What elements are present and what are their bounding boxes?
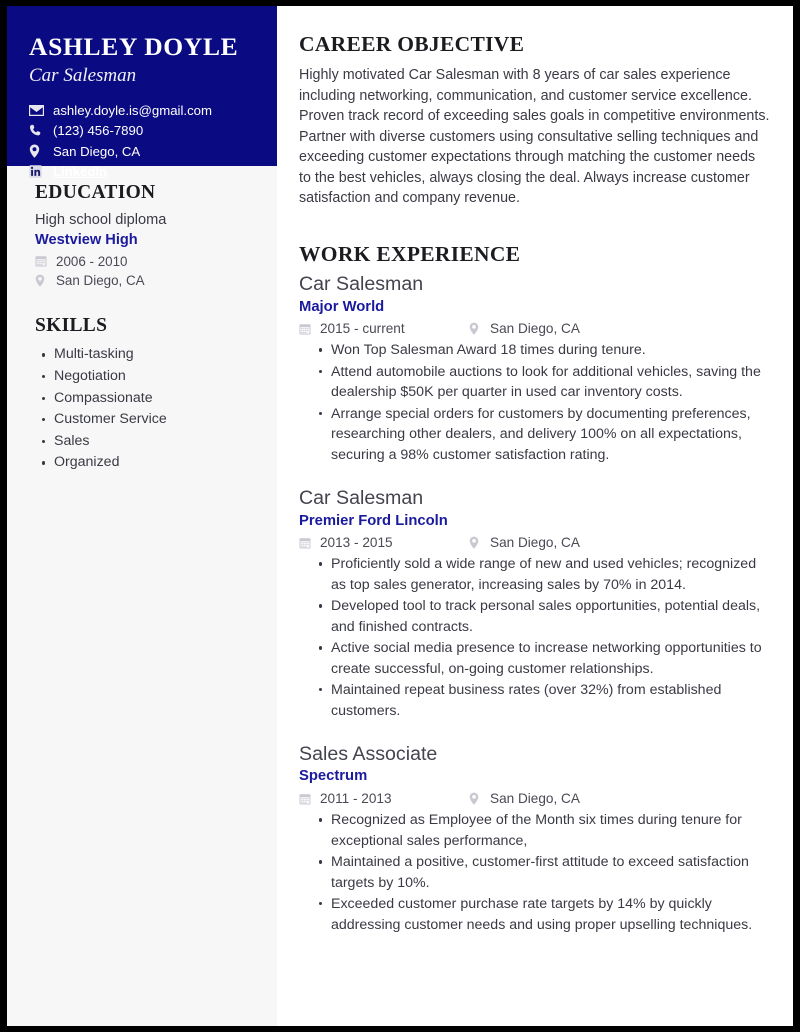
list-item: Attend automobile auctions to look for additional vehicles, saving the dealership $50K per quarter in used car inventory costs. <box>331 362 771 403</box>
job-bullets <box>299 554 771 721</box>
list-item: Arrange special orders for customers by documenting preferences, researching other dealers, and delivery 100% on all expectations, securing a 98% customer satisfaction rating. <box>331 404 771 465</box>
education-school: Westview High <box>35 231 138 248</box>
list-item: Organized <box>54 452 255 474</box>
location-pin-icon <box>469 536 484 549</box>
location-pin-icon <box>469 322 484 335</box>
job-meta <box>299 534 771 552</box>
job-meta <box>299 790 771 808</box>
header-banner <box>7 6 277 180</box>
job-location: San Diego, CA <box>490 534 580 550</box>
contact-location-label: San Diego, CA <box>53 143 141 159</box>
job-entry <box>299 486 771 721</box>
calendar-icon <box>299 323 314 335</box>
calendar-icon <box>299 793 314 805</box>
job-dates: 2011 - 2013 <box>320 790 392 806</box>
list-item: Proficiently sold a wide range of new and used vehicles; recognized as top sales generator, increasing sales by 70% in 2014. <box>331 554 771 595</box>
job-location: San Diego, CA <box>490 790 580 806</box>
sidebar <box>7 6 277 1026</box>
job-company: Major World <box>299 298 385 315</box>
phone-icon <box>29 124 46 137</box>
job-dates: 2015 - current <box>320 320 405 336</box>
job-role: Car Salesman <box>299 487 424 510</box>
job-role: Sales Associate <box>299 742 438 765</box>
work-experience-heading: WORK EXPERIENCE <box>299 242 521 267</box>
list-item: Maintained a positive, customer-first attitude to exceed satisfaction targets by 10%. <box>331 852 771 893</box>
list-item: Customer Service <box>54 409 255 431</box>
list-item: Sales <box>54 431 255 453</box>
contact-email-label: ashley.doyle.is@gmail.com <box>53 102 212 118</box>
job-dates: 2013 - 2015 <box>320 534 393 550</box>
list-item: Exceeded customer purchase rate targets by 14% by quickly addressing customer needs and using proper upselling techniques. <box>331 894 771 935</box>
list-item: Maintained repeat business rates (over 32%) from established customers. <box>331 680 771 721</box>
list-item: Compassionate <box>54 388 255 410</box>
contact-phone-label: (123) 456-7890 <box>53 123 144 139</box>
contact-linkedin-label[interactable]: LinkedIn <box>53 164 108 180</box>
job-bullets <box>299 340 771 465</box>
spacer <box>299 472 771 486</box>
objective-text: Highly motivated Car Salesman with 8 years of car sales experience including networking, communication, and customer service excellence. Proven track record of exceeding sales goals in competitive environments. Partner with diverse customers using consultative selling techniques and exceeding customer expectations through matching the customer needs to the best vehicles, always closing the deal. Always increase customer satisfaction and company revenue. <box>299 67 770 207</box>
list-item: Negotiation <box>54 366 255 388</box>
job-entry <box>299 272 771 465</box>
linkedin-icon <box>29 165 46 178</box>
skills-list <box>35 344 255 473</box>
envelope-icon <box>29 105 46 116</box>
calendar-icon <box>299 537 314 549</box>
contact-location <box>29 144 255 158</box>
list-item: Won Top Salesman Award 18 times during tenure. <box>331 340 771 360</box>
resume-page <box>7 6 793 1026</box>
skills-heading: SKILLS <box>35 315 108 337</box>
contact-email[interactable] <box>29 104 255 117</box>
education-degree: High school diploma <box>35 212 167 228</box>
job-dates-group <box>299 320 469 338</box>
education-dates: 2006 - 2010 <box>56 253 128 269</box>
education-dates-row <box>35 253 255 270</box>
job-meta <box>299 320 771 338</box>
calendar-icon <box>35 255 50 267</box>
candidate-name: ASHLEY DOYLE <box>29 32 239 61</box>
job-location: San Diego, CA <box>490 320 580 336</box>
location-pin-icon <box>35 274 50 287</box>
list-item: Recognized as Employee of the Month six times during tenure for exceptional sales performance, <box>331 810 771 851</box>
job-company: Spectrum <box>299 768 368 785</box>
education-location-row <box>35 272 255 289</box>
job-entry <box>299 742 771 935</box>
sidebar-body <box>7 166 277 474</box>
list-item: Developed tool to track personal sales opportunities, potential deals, and finished contracts. <box>331 596 771 637</box>
location-pin-icon <box>29 144 46 158</box>
job-dates-group <box>299 534 469 552</box>
location-pin-icon <box>469 792 484 805</box>
list-item: Multi-tasking <box>54 344 255 366</box>
education-heading: EDUCATION <box>35 182 156 203</box>
job-bullets <box>299 810 771 935</box>
job-role: Car Salesman <box>299 273 424 296</box>
objective-heading: CAREER OBJECTIVE <box>299 32 525 56</box>
contact-phone[interactable] <box>29 124 255 137</box>
job-location-group <box>469 320 580 338</box>
job-dates-group <box>299 790 469 808</box>
list-item: Active social media presence to increase networking opportunities to create successful, on-going customer relationships. <box>331 638 771 679</box>
main-content <box>277 6 793 1026</box>
job-location-group <box>469 790 580 808</box>
education-location: San Diego, CA <box>56 273 145 289</box>
candidate-job-title: Car Salesman <box>29 65 137 87</box>
spacer <box>299 728 771 742</box>
job-location-group <box>469 534 580 552</box>
job-company: Premier Ford Lincoln <box>299 512 448 529</box>
